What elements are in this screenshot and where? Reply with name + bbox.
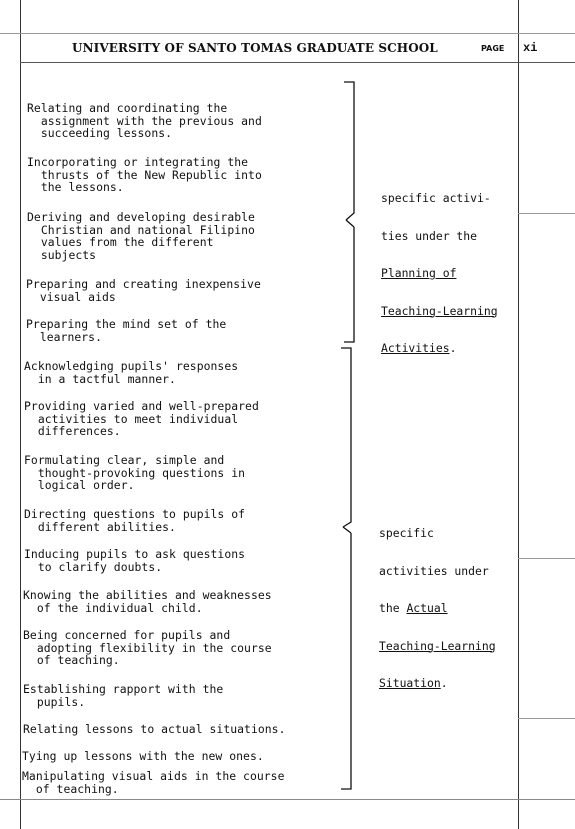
page-label: PAGE xyxy=(481,44,505,53)
planning-brace xyxy=(338,80,366,345)
planning-item: Deriving and developing desirable Christian and national Filipino values from the different subjects xyxy=(27,210,255,262)
right-column-rule-1 xyxy=(518,213,575,214)
actual-note-line: the xyxy=(379,601,407,615)
actual-item: Knowing the abilities and weaknesses of the individual child. xyxy=(23,588,272,615)
actual-item: Manipulating visual aids in the course of teaching. xyxy=(22,769,285,796)
actual-brace xyxy=(335,346,365,792)
page-title: UNIVERSITY OF SANTO TOMAS GRADUATE SCHOOL xyxy=(72,41,438,55)
page-number: xi xyxy=(523,41,538,55)
planning-link-line: Planning of xyxy=(381,266,457,280)
actual-link-line: Actual xyxy=(406,601,448,615)
actual-item: Tying up lessons with the new ones. xyxy=(22,749,264,763)
actual-item: Being concerned for pupils and adopting flexibility in the course of teaching. xyxy=(23,628,272,667)
actual-item: Relating lessons to actual situations. xyxy=(23,722,286,736)
actual-note-period: . xyxy=(440,676,448,690)
right-column-line xyxy=(518,0,519,829)
actual-note xyxy=(379,502,496,715)
planning-item: Incorporating or integrating the thrusts of the New Republic into the lessons. xyxy=(27,155,262,194)
right-column-rule-2 xyxy=(518,558,575,559)
actual-item: Formulating clear, simple and thought-provoking questions in logical order. xyxy=(24,453,246,492)
actual-item: Inducing pupils to ask questions to clarify doubts. xyxy=(24,547,246,574)
planning-item: Preparing and creating inexpensive visual aids xyxy=(26,277,261,304)
header-rule xyxy=(20,62,575,63)
bottom-rule xyxy=(0,799,575,800)
actual-link-line: Situation xyxy=(379,676,441,690)
actual-item: Providing varied and well-prepared activities to meet individual differences. xyxy=(24,399,259,438)
planning-link-line: Activities xyxy=(381,341,450,355)
right-column-rule-3 xyxy=(518,718,575,719)
actual-item: Establishing rapport with the pupils. xyxy=(23,682,224,709)
left-margin-line xyxy=(20,0,21,829)
planning-note xyxy=(381,167,498,380)
actual-note-line: specific xyxy=(379,526,434,540)
planning-note-period: . xyxy=(449,341,457,355)
planning-link-line: Teaching-Learning xyxy=(381,303,498,318)
planning-item: Relating and coordinating the assignment with the previous and succeeding lessons. xyxy=(27,101,262,140)
actual-item: Acknowledging pupils' responses in a tactful manner. xyxy=(24,359,239,386)
actual-item: Directing questions to pupils of different abilities. xyxy=(24,507,246,534)
planning-note-line: ties under the xyxy=(381,228,478,243)
header-rule-top xyxy=(0,33,575,34)
actual-note-line: activities under xyxy=(379,563,489,578)
planning-note-line: specific activi- xyxy=(381,191,491,205)
actual-link-line: Teaching-Learning xyxy=(379,638,496,653)
planning-item: Preparing the mind set of the learners. xyxy=(26,317,227,344)
